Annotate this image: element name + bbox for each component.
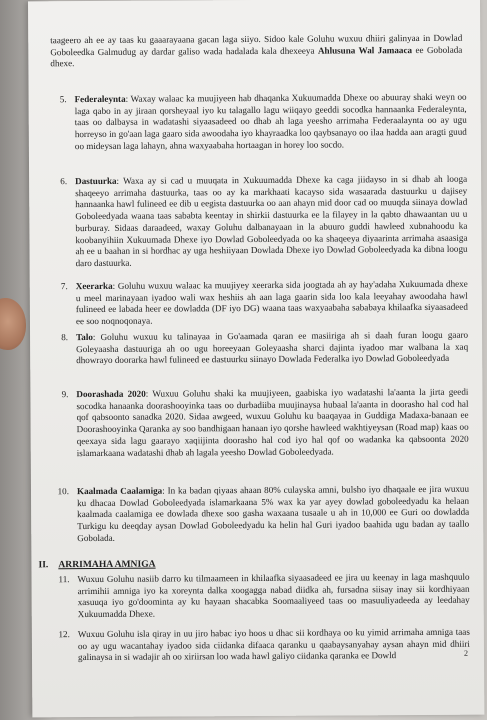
item-text: Federaleynta: Waxay walaac ka muujiyeen hab dhaqanka Xukuumadda Dhexe oo abuuray shaki weyn oo laga qabo in ay jiraan qorsheyaal iyo ku talagallo lagu wiiqayo geeddi socodka hannaanka Federaleynta, taas oo dalbaysa in wadatashi siyaasadeed oo dhab ah laga yeesho arrimaha Federaalaynta oo ay ugu horreyso in go'aan laga gaaro sida awoodaha iyo khayraadka loo qaybsanayo oo ilaa hadda aan aragti guud oo mideysan laga lahayn, ahna waxyaabaha hortaagan in horey loo socdo.: [74, 91, 467, 151]
intro-text: taageero ah ee ay taas ku gaaarayaana gacan laga siiyo. Sidoo kale Goluhu wuxuu dhiiri galinyaa in Dowlad Goboleedka Galmudug ay dardar galiso wada hadalada kala dhexeeya: [50, 32, 463, 57]
item-text: Dastuurka: Waxa ay si cad u muuqata in Xukuumadda Dhexe ka caga jiidayso in si dhab ah looga shaqeeyo arrimaha dastuurka, taas oo ay ka markhaati kacayso sida wasaarada dastuurku u dajisey hannaanka hawl fulineed ee dib u eegista dastuurka oo aan ahayn mid door cad oo muuqda siinaya dowlad Goboleedyada waana taas sababta keentay in shirkii dastuurka ee la filayey in la qabto dhawaantan uu u burburay. Sidaas daraadeed, waxay Goluhu dalbanayaan in la abuuro guddi hawleed xubnahoodu ka koobanyihiin Xukuumada Dhexe iyo Dowlad Goboleedyada oo ka shaqeeya diyaarinta arrimaha asaasiga ah ee u baahan in si hordhac ay uga heshiiyaan Dowlada Dhexe iyo Dowlad Goboleedyada ka dibna loogu daro dastuurka.: [75, 173, 468, 269]
list-item: [30, 329, 470, 366]
item-number: 5.: [59, 94, 67, 105]
item-text: Wuxuu Goluhu nasiib darro ku tilmaameen in khilaafka siyaasadeed ee jira uu keenay in laga mashquulo arrimihii amniga iyo ka xoreynta dalka xoogagga nabad diidka ah, fursadna siisay inay sii kordhiyaan xasuuqa iyo go'doominta ay ku hayaan shacabka Soomaaliyeed taas oo masuuliyadeeda ay leedahay Xukuumadda Dhexe.: [77, 571, 470, 620]
intro-end: ee Gobolada dhexe.: [50, 44, 463, 69]
list-item: [29, 173, 469, 269]
section-heading: II. ARRIMAHA AMNIGA: [38, 558, 156, 571]
intro-bold: Ahlusuna Wal Jamaaca: [317, 44, 413, 56]
list-item: [29, 91, 469, 151]
list-item: [32, 626, 472, 663]
document-page: [28, 0, 484, 717]
item-number: 11.: [58, 574, 70, 585]
intro-paragraph: [50, 33, 462, 71]
item-number: 7.: [60, 281, 68, 292]
item-text: Xeerarka: Goluhu wuxuu walaac ka muujiyey xeerarka sida joogtada ah ay hay'adaha Xukuumada dhexe u meel marinayaan iyadoo wali wax heshiis ah aan laga gaarin sida loo kala leeyahay awoodaha hawl fulineed ee labada heer ee dowladda (DF iyo DG) waana taas waxyaabaha sababaya khilaafka siyaasadeed ee soo noqnoqonaya.: [75, 278, 468, 327]
page-number: 2: [463, 648, 469, 658]
item-number: 8.: [61, 332, 69, 343]
list-item: [32, 571, 472, 620]
item-text: Kaalmada Caalamiga: In ka badan qiyaas ahaan 80% culayska amni, bulsho iyo dhaqaale ee jira wuxuu ku dhacaa Dowlad Goboleedyada islamarkaana 5% wax ka yar ayey dowlad goboleedyadu ka helaan kaalmada caalamiga ee dowlada dhexe soo gasha waxaana tusaale u ah in 10,000 ee Guri oo dowladda Turkigu ku deeqday aysan Dowlad Goboleedyadu ka helin hal Guri iyadoo baahida ugu badan ay taallo Gobolada.: [76, 483, 470, 543]
item-number: 9.: [61, 389, 69, 400]
list-item: [30, 278, 470, 327]
item-number: 6.: [60, 176, 68, 187]
item-number: 10.: [57, 486, 70, 497]
item-number: 12.: [58, 629, 70, 640]
list-item: [31, 483, 471, 543]
item-text: Wuxuu Goluhu isla qiray in uu jiro habac iyo hoos u dhac sii kordhaya oo ku yimid arrimaha amniga taas oo ay ugu wacantahay iyadoo sida ciidanka difaaca qaranku u qaabaysanyahay aysan ahayn mid dhiiri galinaysa in si wadajir ah oo xiriirsan loo wada hawl galiyo ciidanka qaranka ee Dowld: [77, 626, 470, 663]
list-item: [30, 386, 470, 458]
item-text: Doorashada 2020: Wuxuu Goluhu shaki ka muujiyeen, gaabiska iyo wadatashi la'aanta la jirta geedi socodka hanaanka doorashooyinka taas oo durbadiiba muujinaysa hubaal la'aanta in doorasho hal cod hal qof qabsoonto sanadka 2020. Sidaa awgeed, wuxuu Goluhu ku baaqayaa in Guddiga Madaxa-banaan ee Doorashooyinka Qaranka ay soo bandhigaan hanaan iyo qorshe hawleed wakhtiyeysan (Road map) kaas oo qeexaya sida lagu gaarayo xaqiijinta doorasho hal cod iyo hal qof oo wadanka ka qabsoonta 2020 islamarkaana wadatashi dhab ah lagala yeesho Dowlad Goboleedyada.: [76, 386, 469, 458]
item-text: Talo: Goluhu wuxuu ku talinayaa in Go'aamada qaran ee masiiriga ah si daah furan loogu gaaro Goleyaasha dastuuriga ah oo ugu horeeyaan Goleyaasha sharci dajinta iyadoo mar walbana la xaq dhowrayo doorarka hawl fulineed ee dastuurku siinayo Dowlada Federalka iyo Dowlad Goboleedyada: [76, 329, 469, 366]
